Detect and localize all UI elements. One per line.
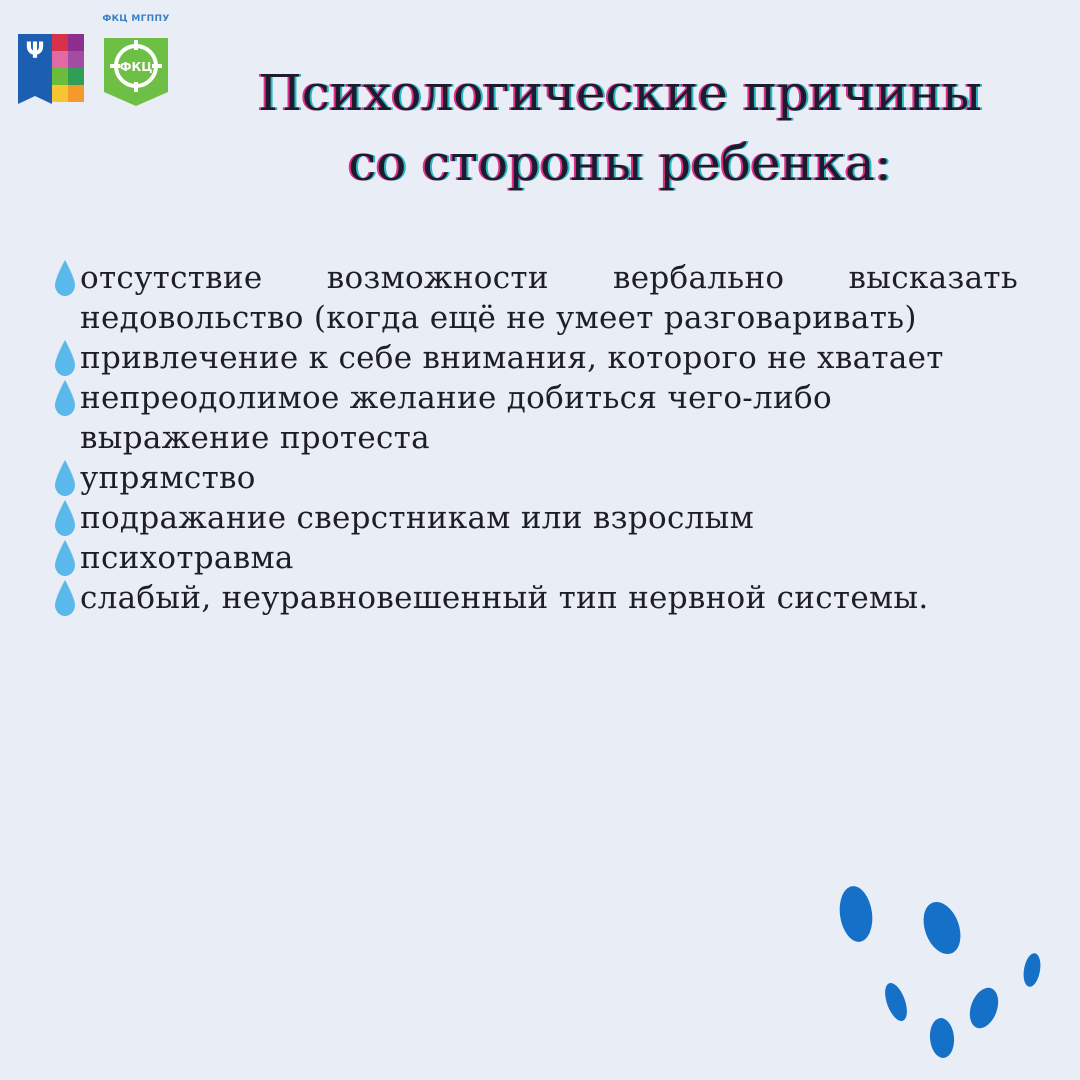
water-drop-icon	[52, 458, 78, 498]
water-drop-icon	[52, 258, 78, 298]
list-item: слабый, неуравновешенный тип нервной системы.	[48, 578, 1018, 618]
water-drop-icon	[52, 378, 78, 418]
water-drop-icon	[52, 338, 78, 378]
page-title	[170, 58, 1070, 198]
list-item: выражение протеста	[80, 420, 430, 456]
water-drop-icon	[52, 578, 78, 618]
title-line-2: со стороны ребенка:	[348, 134, 892, 192]
svg-text:Ψ: Ψ	[25, 39, 45, 64]
list-item: отсутствие возможности вербально высказать недовольство (когда ещё не умеет разговаривать)	[48, 258, 1018, 338]
fkc-logo-caption: ФКЦ МГППУ	[102, 14, 170, 24]
list-item: подражание сверстникам или взрослым	[48, 498, 1018, 538]
water-drop-icon	[52, 538, 78, 578]
list-item: упрямство	[48, 458, 1018, 498]
list-item: психотравма	[48, 538, 1018, 578]
title-line-1: Психологические причины	[258, 64, 982, 122]
causes-list	[48, 258, 1018, 618]
list-item: привлечение к себе внимания, которого не хватает	[48, 338, 1018, 378]
fkc-badge-text: ФКЦ	[119, 60, 153, 74]
fkc-logo	[100, 14, 172, 110]
list-item: непреодолимое желание добиться чего-либо	[48, 378, 1018, 418]
rain-drops-icon	[830, 878, 1050, 1068]
msupe-logo	[18, 34, 84, 104]
water-drop-icon	[52, 498, 78, 538]
